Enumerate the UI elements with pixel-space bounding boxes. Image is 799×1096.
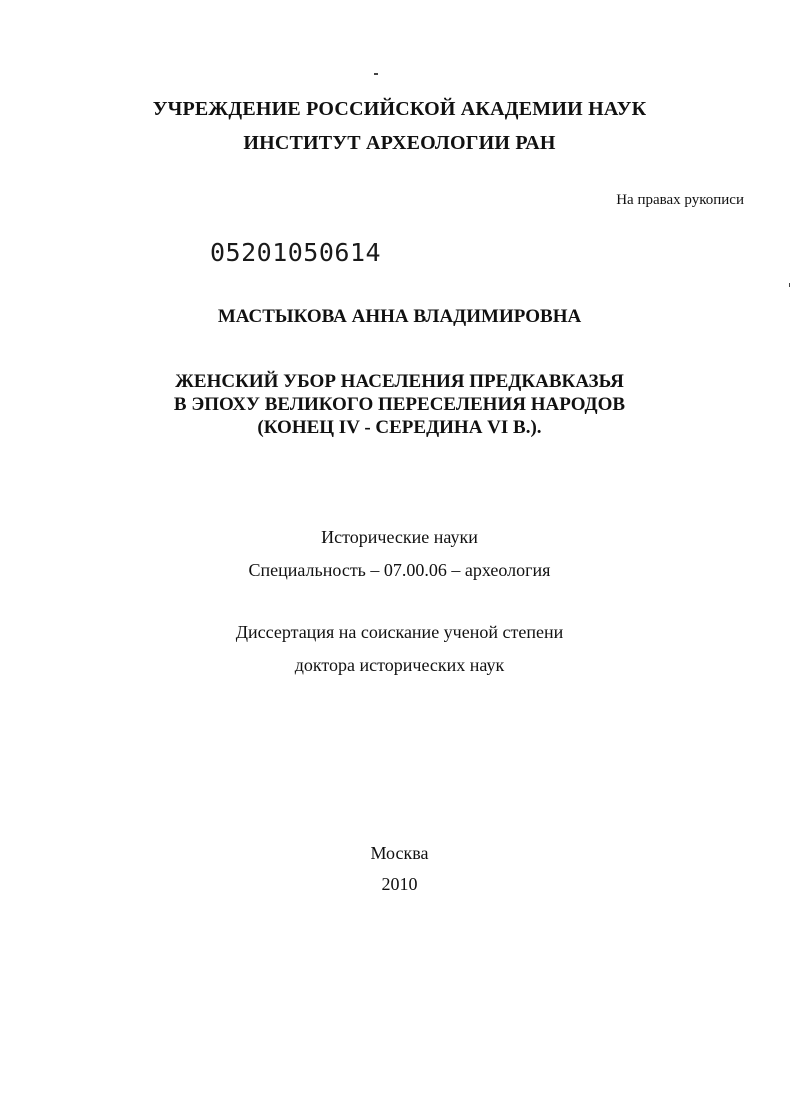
author-name: МАСТЫКОВА АННА ВЛАДИМИРОВНА: [217, 306, 582, 327]
dissertation-title-line-1: ЖЕНСКИЙ УБОР НАСЕЛЕНИЯ ПРЕДКАВКАЗЬЯ: [175, 371, 624, 392]
specialty: Специальность – 07.00.06 – археология: [248, 560, 551, 580]
institute-name: ИНСТИТУТ АРХЕОЛОГИИ РАН: [243, 132, 556, 154]
year: 2010: [381, 874, 418, 894]
rights-note: На правах рукописи: [616, 192, 744, 208]
degree-line-1: Диссертация на соискание ученой степени: [235, 622, 564, 642]
registration-number-stamp: 05201050614: [210, 238, 382, 267]
scan-speck: [374, 73, 378, 75]
scan-speck: [789, 283, 790, 287]
dissertation-title-line-3: (КОНЕЦ IV - СЕРЕДИНА VI В.).: [257, 417, 542, 438]
city: Москва: [370, 843, 429, 863]
degree-line-2: доктора исторических наук: [294, 655, 505, 675]
dissertation-title-line-2: В ЭПОХУ ВЕЛИКОГО ПЕРЕСЕЛЕНИЯ НАРОДОВ: [173, 394, 626, 415]
institution-name: УЧРЕЖДЕНИЕ РОССИЙСКОЙ АКАДЕМИИ НАУК: [152, 98, 647, 120]
science-field: Исторические науки: [321, 527, 478, 547]
